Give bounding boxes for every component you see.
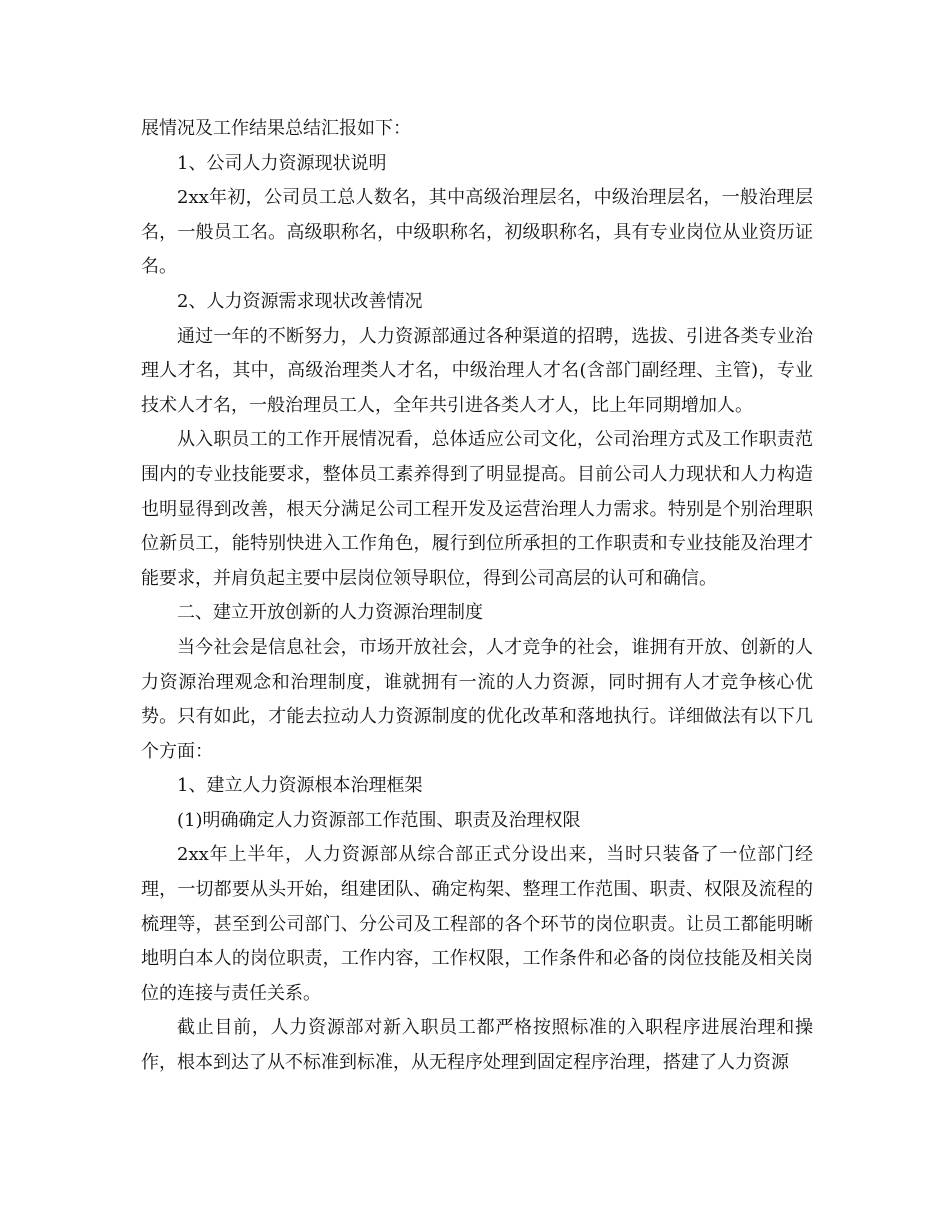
subsection-heading-framework: 1、建立人力资源根本治理框架 — [177, 775, 423, 797]
paragraph-recruitment: 通过一年的不断努力，人力资源部通过各种渠道的招聘，选拔、引进各类专业治理人才名，其中，高级治理类人才名，中级治理人才名(含部门副经理、主管)，专业技术人才名，一般治理员工人，全年共引进各类人才人，比上年同期增加人。 — [141, 325, 813, 416]
paragraph-onboarding-process: 截止目前，人力资源部对新入职员工都严格按照标准的入职程序进展治理和操作，根本到达了从不标准到标准，从无程序处理到固定程序治理，搭建了人力资源 — [141, 1017, 813, 1074]
section-heading-hr-system: 二、建立开放创新的人力资源治理制度 — [177, 602, 483, 624]
paragraph-department-setup: 2xx年上半年，人力资源部从综合部正式分设出来，当时只装备了一位部门经理，一切都要从头开始，组建团队、确定构架、整理工作范围、职责、权限及流程的梳理等，甚至到公司部门、分公司及工程部的各个环节的岗位职责。让员工都能明晰地明白本人的岗位职责，工作内容，工作权限，工作条件和必备的岗位技能及相关岗位的连接与责任关系。 — [141, 844, 813, 1004]
subsection-heading-scope: (1)明确确定人力资源部工作范围、职责及治理权限 — [177, 809, 581, 831]
paragraph-staff-count: 2xx年初，公司员工总人数名，其中高级治理层名，中级治理层名，一般治理层名，一般员工名。高级职称名，中级职称名，初级职称名，具有专业岗位从业资历证名。 — [141, 187, 813, 278]
paragraph-open-innovation: 当今社会是信息社会，市场开放社会，人才竞争的社会，谁拥有开放、创新的人力资源治理观念和治理制度，谁就拥有一流的人力资源，同时拥有人才竞争核心优势。只有如此，才能去拉动人力资源制度的优化改革和落地执行。详细做法有以下几个方面： — [141, 636, 813, 762]
section-heading-hr-demand: 2、人力资源需求现状改善情况 — [177, 290, 423, 312]
section-heading-hr-status: 1、公司人力资源现状说明 — [177, 152, 387, 174]
document-body — [141, 112, 813, 1081]
paragraph-1: 展情况及工作结果总结汇报如下： — [141, 118, 411, 139]
paragraph-new-staff-performance: 从入职员工的工作开展情况看，总体适应公司文化，公司治理方式及工作职责范围内的专业技能要求，整体员工素养得到了明显提高。目前公司人力现状和人力构造也明显得到改善，根天分满足公司工程开发及运营治理人力需求。特别是个别治理职位新员工，能特别快进入工作角色，履行到位所承担的工作职责和专业技能及治理才能要求，并肩负起主要中层岗位领导职位，得到公司高层的认可和确信。 — [141, 429, 813, 589]
